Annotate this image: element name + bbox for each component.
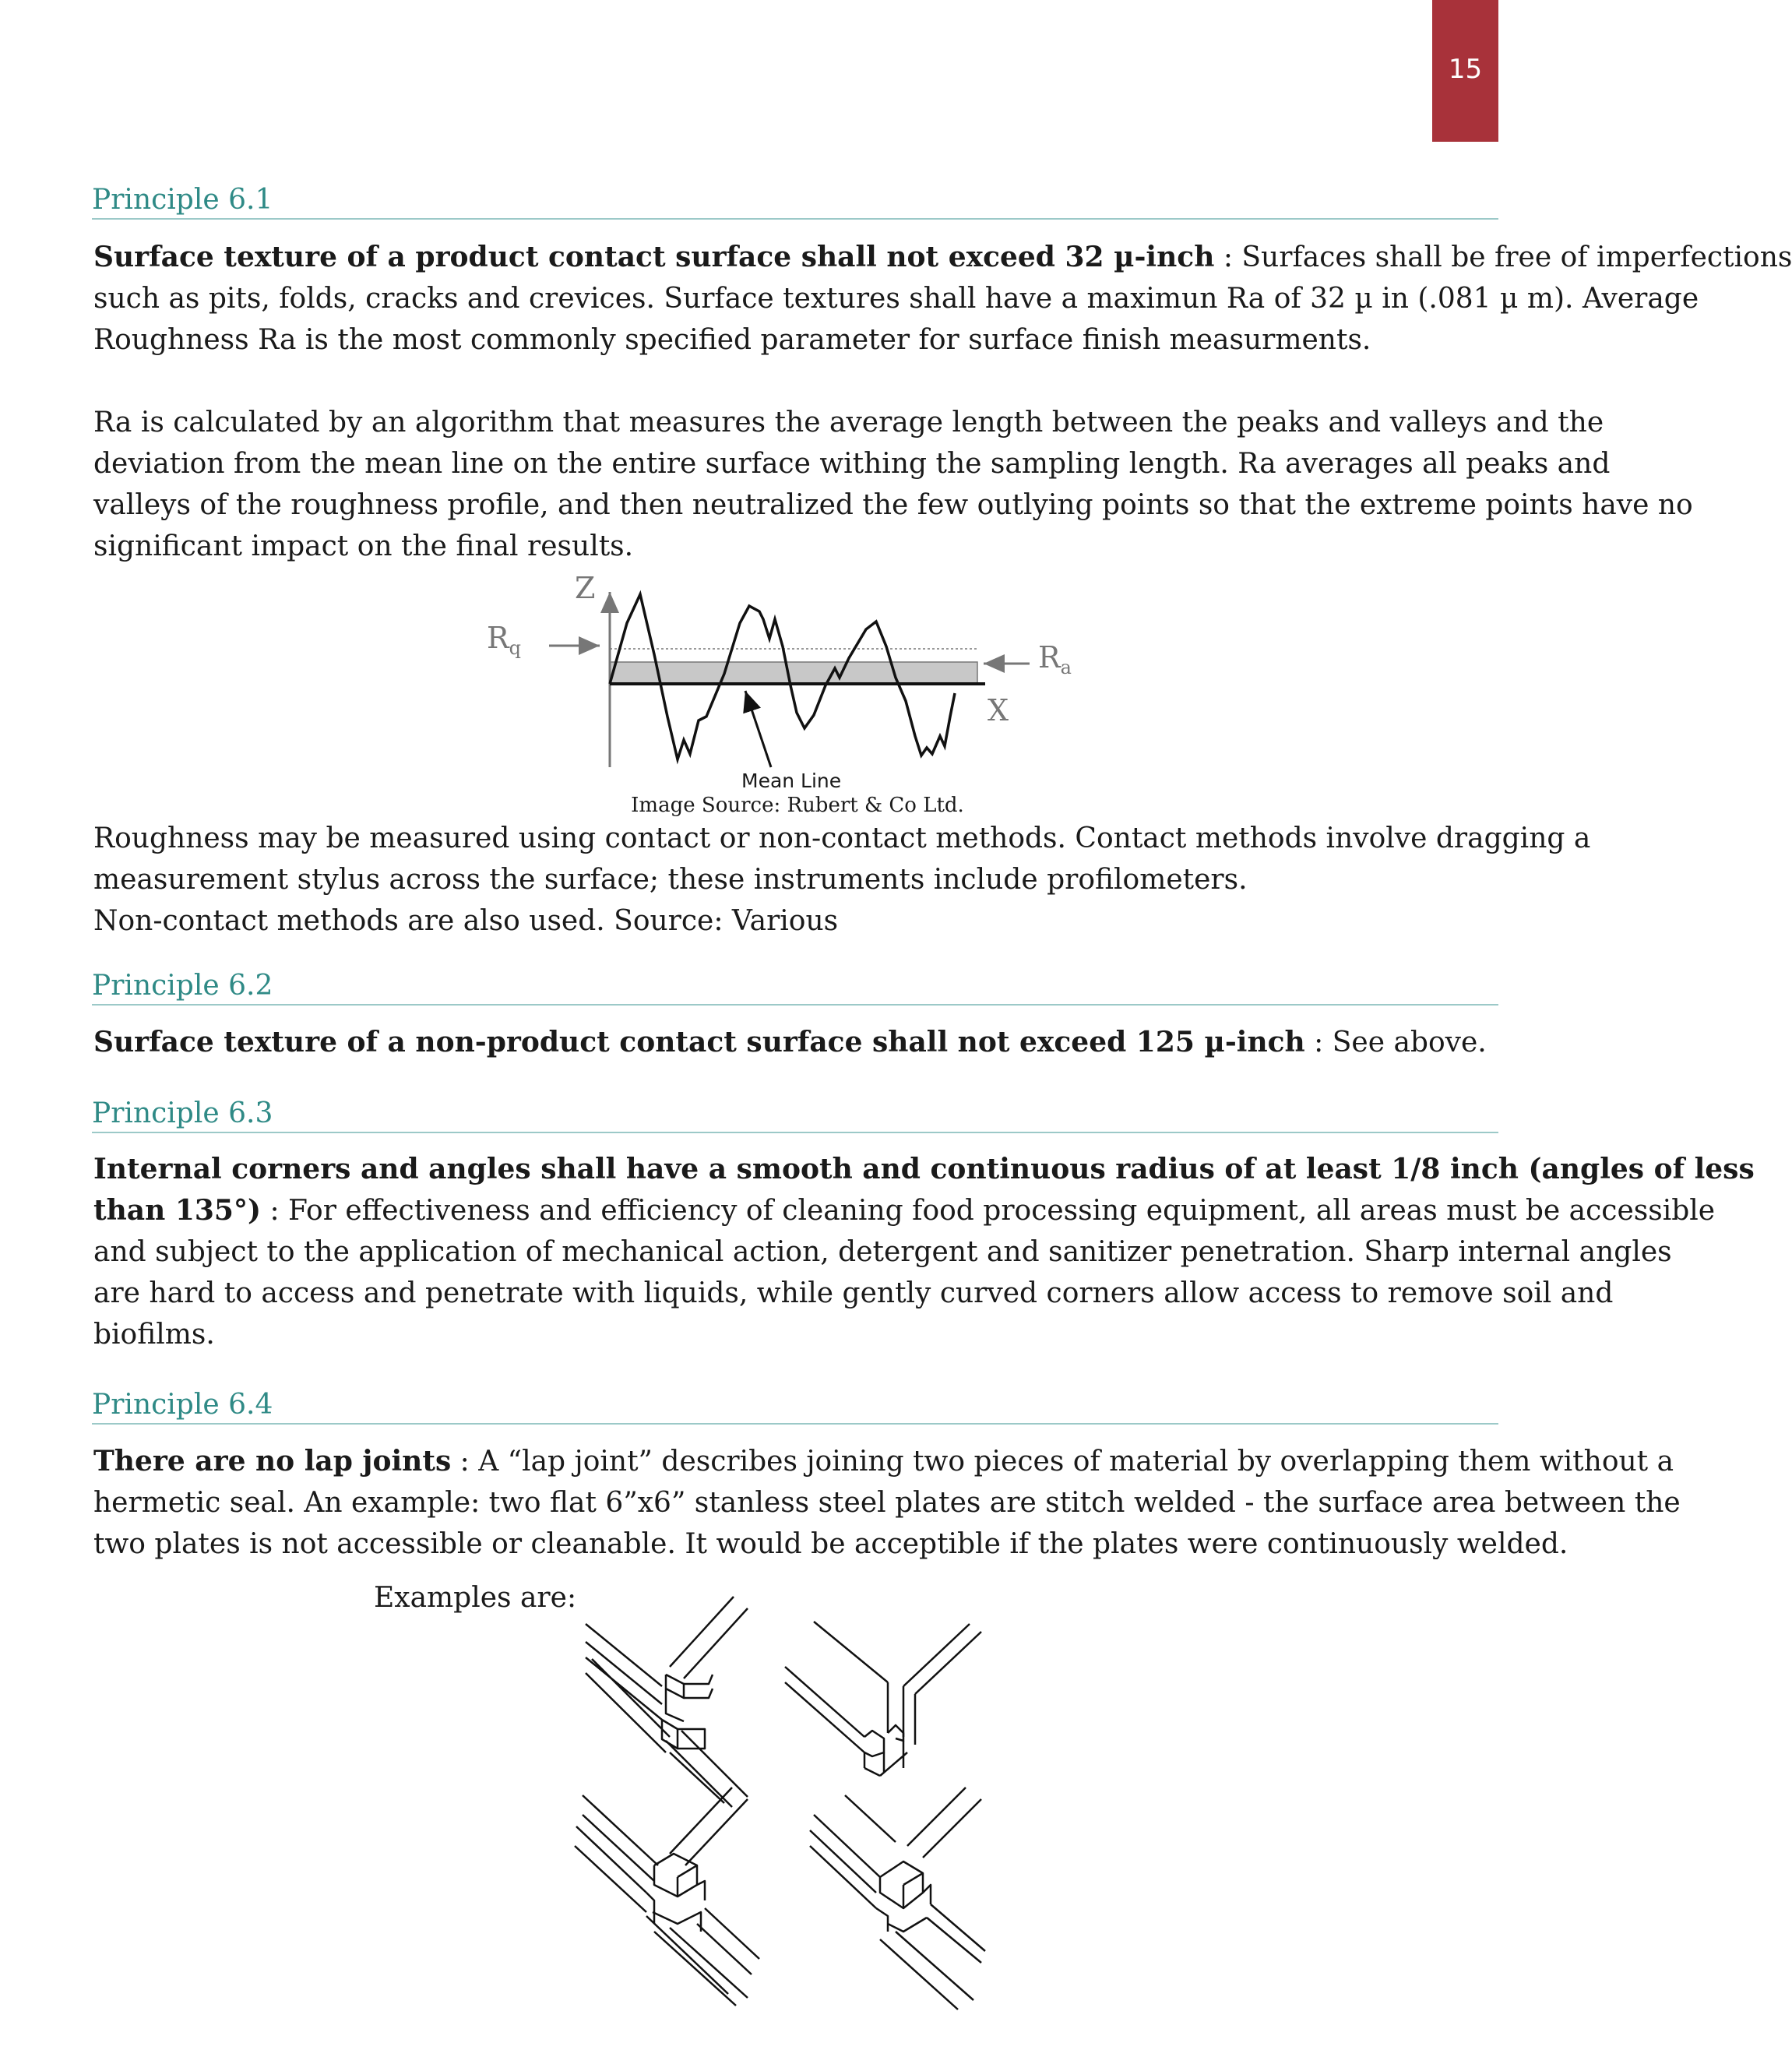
examples-label: Examples are: <box>374 1582 577 1614</box>
lap-joint-example-3 <box>575 1788 759 2006</box>
page-number: 15 <box>1448 54 1483 85</box>
lap-joint-example-1 <box>586 1597 748 1807</box>
z-axis-label: Z <box>575 571 596 605</box>
principle-6-1-heading: Principle 6.1 <box>92 184 1498 220</box>
rq-label: $R_q$ <box>487 621 521 659</box>
principle-6-4-paragraph: There are no lap joints : A “lap joint” describes joining two pieces of material by overlapping them without a hermetic seal. An example: two flat 6”x6” stanless steel plates are stitch welded - the surface area between the two plates is not accessible or cleanable. It would be acceptible if the plates were continuously welded. <box>93 1445 1681 1560</box>
principle-6-2-paragraph: Surface texture of a non-product contact surface shall not exceed 125 µ-inch : See above. <box>93 1026 1487 1058</box>
principle-6-3-statement: Internal corners and angles shall have a smooth and continuous radius of at least 1/8 inch (angles of less <box>93 1153 1755 1185</box>
lap-joint-example-2 <box>785 1622 981 1776</box>
principle-6-4-heading: Principle 6.4 <box>92 1389 1498 1425</box>
lap-joint-example-4 <box>810 1788 985 2009</box>
principle-6-3-heading: Principle 6.3 <box>92 1097 1498 1133</box>
principle-6-4-statement: There are no lap joints <box>93 1445 452 1478</box>
principle-6-1-paragraph-3: Roughness may be measured using contact or non-contact methods. Contact methods involve dragging a measurement stylus across the surface; these instruments include profilometers. Non-contact methods are also used. Source: Various <box>93 822 1591 937</box>
principle-6-1-paragraph-1: Surface texture of a product contact surface shall not exceed 32 µ-inch : Surfaces shall be free of imperfections such as pits, folds, cracks and crevices. Surface textures shall have a maximun Ra of 32 µ in (.081 µ m). Average Roughness Ra is the most commonly specified parameter for surface finish measurments. <box>93 241 1792 356</box>
principle-6-1-paragraph-2: Ra is calculated by an algorithm that measures the average length between the peaks and valleys and the deviation from the mean line on the entire surface withing the sampling length. Ra averages all peaks and valleys of the roughness profile, and then neutralized the few outlying points so that the extreme points have no significant impact on the final results. <box>93 407 1693 562</box>
principle-6-2-statement: Surface texture of a non-product contact surface shall not exceed 125 µ-inch <box>93 1026 1305 1058</box>
principle-6-3-paragraph: Internal corners and angles shall have a smooth and continuous radius of at least 1/8 inch (angles of less than 135°) : For effectiveness and efficiency of cleaning food processing equipment, all areas must be accessible and subject to the application of mechanical action, detergent and sanitizer penetration. Sharp internal angles are hard to access and penetrate with liquids, while gently curved corners allow access to remove soil and biofilms. <box>93 1153 1755 1351</box>
mean-line-label: Mean Line <box>741 770 842 792</box>
figure-caption: Image Source: Rubert & Co Ltd. <box>631 794 964 817</box>
ra-label: $R_a$ <box>1038 640 1072 678</box>
principle-6-1-statement: Surface texture of a product contact surface shall not exceed 32 µ-inch <box>93 241 1215 273</box>
principle-6-2-heading: Principle 6.2 <box>92 970 1498 1006</box>
x-axis-label: X <box>988 693 1009 727</box>
